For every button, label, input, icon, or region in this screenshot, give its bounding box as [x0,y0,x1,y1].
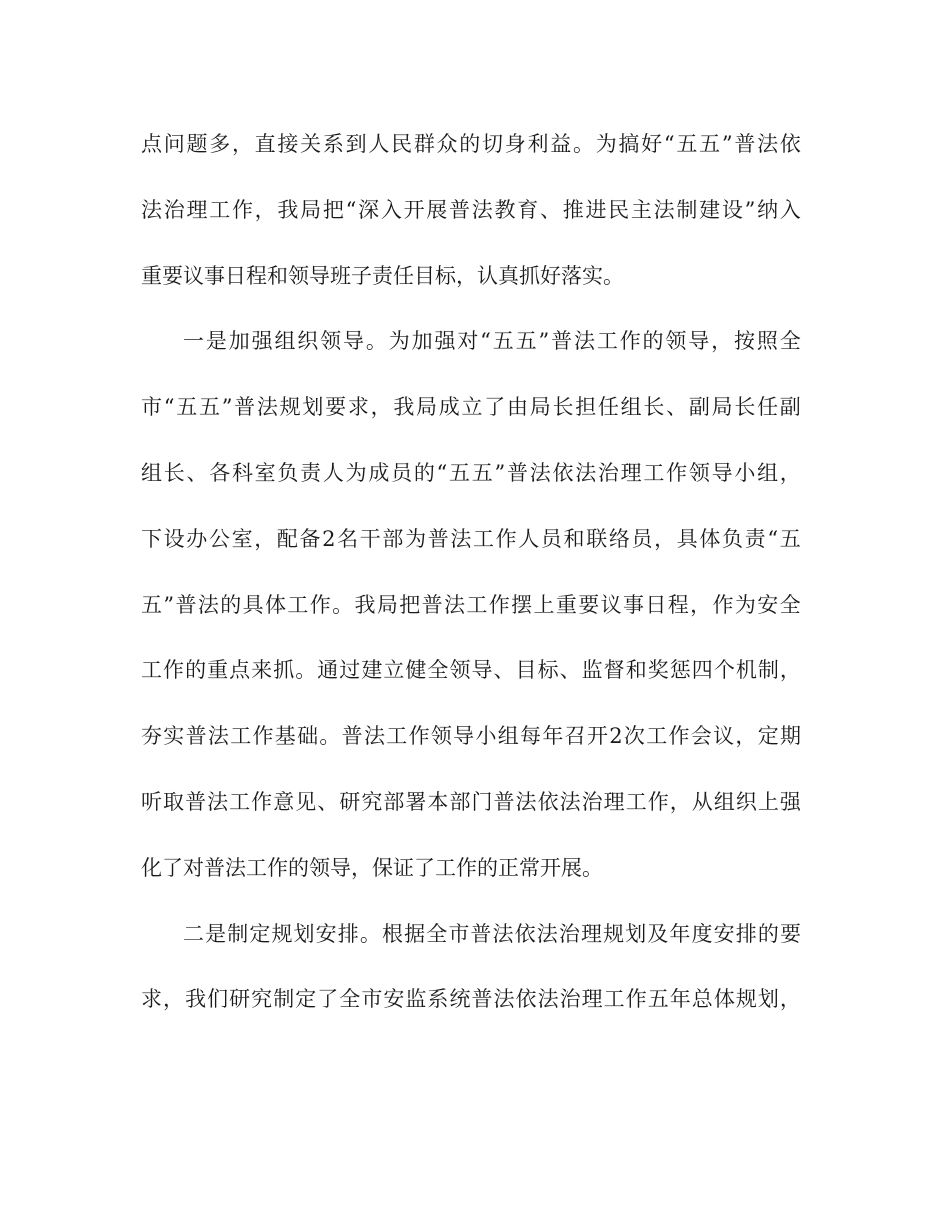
text-line: 法 治 理 工 作 ， 我 局 把 “ 深 入 开 展 普 法 教 育 、 推 进 民 主 法 制 建 设 ” 纳 入 [141,197,801,222]
text-line: 组 长 、 各 科 室 负 责 人 为 成 员 的 “ 五 五 ” 普 法 依 法 治 理 工 作 领 导 小 组 ， [141,460,801,485]
text-line: 工 作 的 重 点 来 抓 。 通 过 建 立 健 全 领 导 、 目 标 、 监 督 和 奖 惩 四 个 机 制 ， [141,658,801,683]
text-line: 点 问 题 多 ， 直 接 关 系 到 人 民 群 众 的 切 身 利 益 。 为 搞 好 “ 五 五 ” 普 法 依 [141,132,801,156]
text-line: 听 取 普 法 工 作 意 见 、 研 究 部 署 本 部 门 普 法 依 法 治 理 工 作 ， 从 组 织 上 强 [141,789,801,814]
text-line: 下 设 办 公 室 ， 配 备 2 名 干 部 为 普 法 工 作 人 员 和 联 络 员 ， 具 体 负 责 “ 五 [141,526,801,551]
text-line: 二 是 制 定 规 划 安 排 。 根 据 全 市 普 法 依 法 治 理 规 划 及 年 度 安 排 的 要 [183,921,801,946]
text-line: 重要议事日程和领导班子责任目标，认真抓好落实。 [141,263,624,288]
text-line: 一 是 加 强 组 织 领 导 。 为 加 强 对 “ 五 五 ” 普 法 工 作 的 领 导 ， 按 照 全 [183,329,801,354]
text-line: 求 ， 我 们 研 究 制 定 了 全 市 安 监 系 统 普 法 依 法 治 理 工 作 五 年 总 体 规 划 ， [141,987,801,1012]
text-line: 夯 实 普 法 工 作 基 础 。 普 法 工 作 领 导 小 组 每 年 召 开 2 次 工 作 会 议 ， 定 期 [141,724,801,749]
text-line: 五 ” 普 法 的 具 体 工 作 。 我 局 把 普 法 工 作 摆 上 重 要 议 事 日 程 ， 作 为 安 全 [141,592,801,617]
document-body [141,122,801,1043]
text-line: 化了对普法工作的领导，保证了工作的正常开展。 [141,855,603,880]
text-line: 市 “ 五 五 ” 普 法 规 划 要 求 ， 我 局 成 立 了 由 局 长 担 任 组 长 、 副 局 长 任 副 [141,395,801,420]
